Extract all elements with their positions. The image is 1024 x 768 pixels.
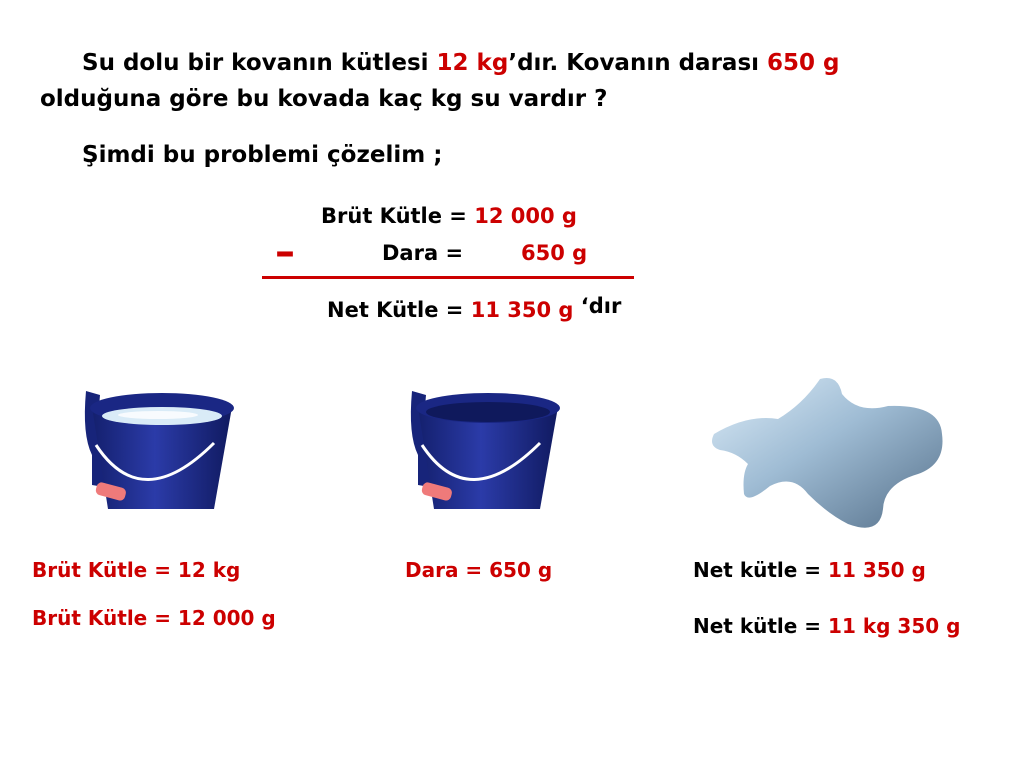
water-bucket-icon: [82, 385, 242, 515]
net-mass-label: Net Kütle =: [327, 298, 471, 322]
caption-net-2-value: 11 kg 350 g: [828, 614, 961, 638]
question-line-2: olduğuna göre bu kovada kaç kg su vardır ?: [40, 86, 608, 112]
gross-mass-label: Brüt Kütle =: [321, 204, 475, 228]
net-mass-row: [327, 294, 622, 322]
gross-mass-value: 12 000 g: [474, 204, 577, 228]
total-mass-value: 12 kg: [436, 50, 509, 76]
intro-text: Şimdi bu problemi çözelim ;: [82, 142, 443, 168]
minus-sign: –: [275, 229, 295, 275]
caption-gross-g: Brüt Kütle = 12 000 g: [32, 606, 276, 630]
net-mass-value: 11 350 g: [470, 298, 574, 322]
caption-net-1-value: 11 350 g: [828, 558, 926, 582]
question-text-c: ’dır. Kovanın darası: [508, 50, 768, 76]
empty-bucket-icon: [408, 385, 568, 515]
caption-gross-kg: Brüt Kütle = 12 kg: [32, 558, 241, 582]
water-splash-icon: [708, 374, 948, 534]
tare-row-value: 650 g: [521, 241, 588, 265]
net-mass-suffix: ‘dır: [573, 294, 622, 318]
tare-mass-value: 650 g: [767, 50, 840, 76]
gross-mass-row: [321, 204, 577, 228]
caption-net-1: [693, 558, 926, 582]
question-text-a: Su dolu bir kovanın kütlesi: [82, 50, 437, 76]
subtraction-line: [262, 276, 634, 279]
question-line-1: [82, 46, 840, 80]
caption-net-2: [693, 614, 960, 638]
caption-net-2-label: Net kütle =: [693, 614, 829, 638]
tare-row-label: Dara =: [382, 241, 464, 265]
caption-net-1-label: Net kütle =: [693, 558, 829, 582]
caption-tare: Dara = 650 g: [405, 558, 553, 582]
